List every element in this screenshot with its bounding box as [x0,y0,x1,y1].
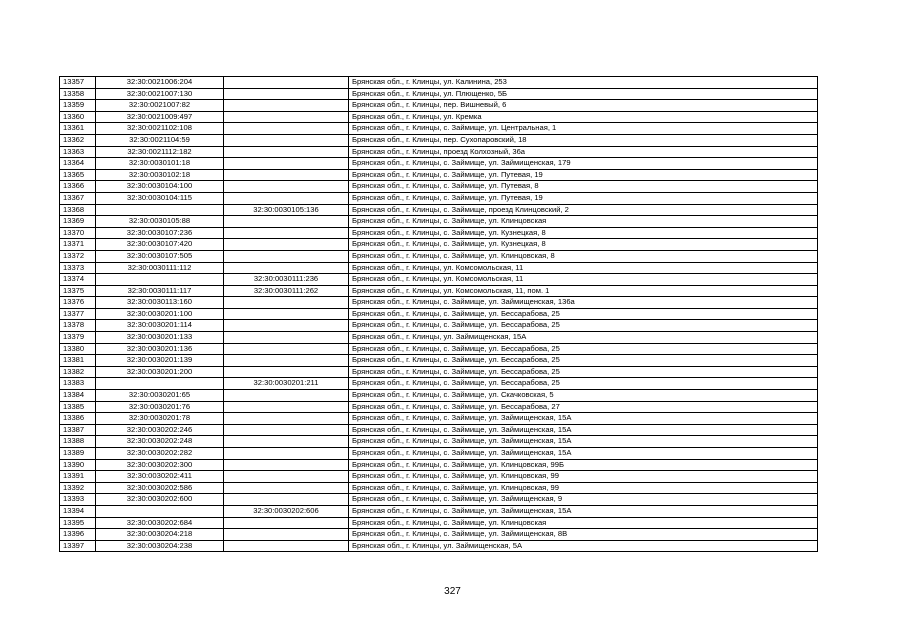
table-row [60,459,818,471]
parent-cadastral-number-cell [224,88,349,100]
address-cell: Брянская обл., г. Клинцы, с. Займище, ул. Бессарабова, 27 [349,401,818,413]
table-row [60,250,818,262]
parent-cadastral-number-cell [224,123,349,135]
cadastral-number-cell: 32:30:0021007:130 [96,88,224,100]
address-cell: Брянская обл., г. Клинцы, с. Займище, ул. Бессарабова, 25 [349,378,818,390]
parent-cadastral-number-cell [224,540,349,552]
record-number-cell: 13394 [60,505,96,517]
parent-cadastral-number-cell: 32:30:0030105:136 [224,204,349,216]
parent-cadastral-number-cell [224,424,349,436]
table-row [60,192,818,204]
address-cell: Брянская обл., г. Клинцы, ул. Кремка [349,111,818,123]
cadastral-number-cell: 32:30:0030107:236 [96,227,224,239]
parent-cadastral-number-cell [224,146,349,158]
parent-cadastral-number-cell [224,262,349,274]
parent-cadastral-number-cell [224,343,349,355]
address-cell: Брянская обл., г. Клинцы, ул. Плющенко, 5Б [349,88,818,100]
record-number-cell: 13362 [60,134,96,146]
cadastral-number-cell: 32:30:0030101:18 [96,158,224,170]
record-number-cell: 13360 [60,111,96,123]
parent-cadastral-number-cell [224,494,349,506]
address-cell: Брянская обл., г. Клинцы, с. Займище, ул. Клинцовская, 99 [349,471,818,483]
cadastral-number-cell: 32:30:0030201:200 [96,366,224,378]
table-row [60,332,818,344]
record-number-cell: 13370 [60,227,96,239]
table-row [60,308,818,320]
address-cell: Брянская обл., г. Клинцы, с. Займище, ул. Путевая, 8 [349,181,818,193]
record-number-cell: 13388 [60,436,96,448]
parent-cadastral-number-cell [224,413,349,425]
table-row [60,378,818,390]
record-number-cell: 13393 [60,494,96,506]
parent-cadastral-number-cell [224,297,349,309]
cadastral-number-cell: 32:30:0030105:88 [96,216,224,228]
cadastral-number-cell: 32:30:0030202:300 [96,459,224,471]
address-cell: Брянская обл., г. Клинцы, ул. Комсомольская, 11 [349,262,818,274]
record-number-cell: 13381 [60,355,96,367]
record-number-cell: 13383 [60,378,96,390]
address-cell: Брянская обл., г. Клинцы, с. Займище, ул. Займищенская, 9 [349,494,818,506]
address-cell: Брянская обл., г. Клинцы, с. Займище, ул. Займищенская, 136а [349,297,818,309]
table-row [60,413,818,425]
table-row [60,181,818,193]
record-number-cell: 13371 [60,239,96,251]
parent-cadastral-number-cell [224,216,349,228]
cadastral-number-cell: 32:30:0021102:108 [96,123,224,135]
table-row [60,505,818,517]
record-number-cell: 13377 [60,308,96,320]
record-number-cell: 13369 [60,216,96,228]
table-row [60,297,818,309]
address-cell: Брянская обл., г. Клинцы, с. Займище, ул. Кузнецкая, 8 [349,227,818,239]
address-cell: Брянская обл., г. Клинцы, с. Займище, ул. Займищенская, 15А [349,424,818,436]
address-cell: Брянская обл., г. Клинцы, с. Займище, ул. Бессарабова, 25 [349,366,818,378]
record-number-cell: 13368 [60,204,96,216]
record-number-cell: 13389 [60,448,96,460]
cadastral-number-cell: 32:30:0030113:160 [96,297,224,309]
table-row [60,262,818,274]
record-number-cell: 13359 [60,100,96,112]
cadastral-number-cell: 32:30:0030202:600 [96,494,224,506]
address-cell: Брянская обл., г. Клинцы, ул. Займищенская, 5А [349,540,818,552]
address-cell: Брянская обл., г. Клинцы, с. Займище, ул. Кузнецкая, 8 [349,239,818,251]
address-cell: Брянская обл., г. Клинцы, с. Займище, ул. Скачковская, 5 [349,390,818,402]
address-cell: Брянская обл., г. Клинцы, с. Займище, ул. Бессарабова, 25 [349,320,818,332]
parent-cadastral-number-cell [224,366,349,378]
parent-cadastral-number-cell [224,471,349,483]
record-number-cell: 13379 [60,332,96,344]
record-number-cell: 13397 [60,540,96,552]
record-number-cell: 13365 [60,169,96,181]
table-row [60,529,818,541]
parent-cadastral-number-cell [224,448,349,460]
table-row [60,285,818,297]
cadastral-number-cell: 32:30:0030111:112 [96,262,224,274]
table-row [60,540,818,552]
table-row [60,227,818,239]
record-number-cell: 13380 [60,343,96,355]
address-cell: Брянская обл., г. Клинцы, ул. Комсомольская, 11, пом. 1 [349,285,818,297]
table-row [60,274,818,286]
table-row [60,146,818,158]
parent-cadastral-number-cell [224,77,349,89]
parent-cadastral-number-cell [224,134,349,146]
parent-cadastral-number-cell [224,401,349,413]
table-row [60,482,818,494]
cadastral-number-cell: 32:30:0021007:82 [96,100,224,112]
cadastral-number-cell: 32:30:0030201:100 [96,308,224,320]
parent-cadastral-number-cell [224,169,349,181]
registry-table [59,76,818,552]
cadastral-number-cell: 32:30:0030202:411 [96,471,224,483]
page-number: 327 [444,586,461,597]
cadastral-number-cell: 32:30:0030201:114 [96,320,224,332]
address-cell: Брянская обл., г. Клинцы, с. Займище, ул. Клинцовская [349,216,818,228]
record-number-cell: 13374 [60,274,96,286]
record-number-cell: 13357 [60,77,96,89]
address-cell: Брянская обл., г. Клинцы, с. Займище, ул. Бессарабова, 25 [349,308,818,320]
table-row [60,517,818,529]
parent-cadastral-number-cell [224,517,349,529]
table-row [60,355,818,367]
record-number-cell: 13373 [60,262,96,274]
address-cell: Брянская обл., г. Клинцы, пер. Сухопаровский, 18 [349,134,818,146]
cadastral-number-cell: 32:30:0030202:248 [96,436,224,448]
record-number-cell: 13358 [60,88,96,100]
address-cell: Брянская обл., г. Клинцы, ул. Комсомольская, 11 [349,274,818,286]
cadastral-number-cell: 32:30:0030202:586 [96,482,224,494]
cadastral-number-cell: 32:30:0030102:18 [96,169,224,181]
record-number-cell: 13392 [60,482,96,494]
cadastral-number-cell: 32:30:0030202:246 [96,424,224,436]
cadastral-number-cell: 32:30:0021104:59 [96,134,224,146]
parent-cadastral-number-cell [224,482,349,494]
cadastral-number-cell: 32:30:0030104:115 [96,192,224,204]
address-cell: Брянская обл., г. Клинцы, ул. Калинина, 253 [349,77,818,89]
parent-cadastral-number-cell [224,100,349,112]
parent-cadastral-number-cell: 32:30:0030111:262 [224,285,349,297]
cadastral-number-cell [96,274,224,286]
parent-cadastral-number-cell [224,181,349,193]
table-row [60,88,818,100]
table-row [60,123,818,135]
address-cell: Брянская обл., г. Клинцы, с. Займище, ул. Клинцовская, 99Б [349,459,818,471]
address-cell: Брянская обл., г. Клинцы, с. Займище, ул. Займищенская, 15А [349,448,818,460]
cadastral-number-cell: 32:30:0030201:136 [96,343,224,355]
cadastral-number-cell: 32:30:0030111:117 [96,285,224,297]
cadastral-number-cell: 32:30:0030107:505 [96,250,224,262]
cadastral-number-cell: 32:30:0030201:139 [96,355,224,367]
record-number-cell: 13366 [60,181,96,193]
record-number-cell: 13395 [60,517,96,529]
address-cell: Брянская обл., г. Клинцы, с. Займище, ул. Займищенская, 15А [349,436,818,448]
table-row [60,239,818,251]
parent-cadastral-number-cell [224,390,349,402]
table-row [60,158,818,170]
record-number-cell: 13375 [60,285,96,297]
parent-cadastral-number-cell [224,239,349,251]
cadastral-number-cell: 32:30:0030202:282 [96,448,224,460]
address-cell: Брянская обл., г. Клинцы, с. Займище, ул. Клинцовская, 8 [349,250,818,262]
record-number-cell: 13376 [60,297,96,309]
address-cell: Брянская обл., г. Клинцы, с. Займище, ул. Займищенская, 179 [349,158,818,170]
record-number-cell: 13378 [60,320,96,332]
table-row [60,169,818,181]
record-number-cell: 13372 [60,250,96,262]
address-cell: Брянская обл., г. Клинцы, с. Займище, ул. Бессарабова, 25 [349,355,818,367]
parent-cadastral-number-cell [224,355,349,367]
table-row [60,204,818,216]
cadastral-number-cell: 32:30:0021006:204 [96,77,224,89]
cadastral-number-cell: 32:30:0030201:78 [96,413,224,425]
parent-cadastral-number-cell [224,192,349,204]
cadastral-number-cell: 32:30:0030201:65 [96,390,224,402]
table-row [60,424,818,436]
table-row [60,134,818,146]
parent-cadastral-number-cell [224,308,349,320]
table-row [60,343,818,355]
table-row [60,216,818,228]
address-cell: Брянская обл., г. Клинцы, с. Займище, ул. Займищенская, 15А [349,413,818,425]
address-cell: Брянская обл., г. Клинцы, с. Займище, ул. Центральная, 1 [349,123,818,135]
cadastral-number-cell: 32:30:0030201:76 [96,401,224,413]
address-cell: Брянская обл., г. Клинцы, с. Займище, ул. Клинцовская [349,517,818,529]
parent-cadastral-number-cell [224,227,349,239]
address-cell: Брянская обл., г. Клинцы, ул. Займищенская, 15А [349,332,818,344]
cadastral-number-cell: 32:30:0030201:133 [96,332,224,344]
table-row [60,366,818,378]
cadastral-number-cell: 32:30:0021112:182 [96,146,224,158]
record-number-cell: 13390 [60,459,96,471]
record-number-cell: 13361 [60,123,96,135]
registry-table-body [60,77,818,552]
address-cell: Брянская обл., г. Клинцы, с. Займище, ул. Путевая, 19 [349,169,818,181]
address-cell: Брянская обл., г. Клинцы, с. Займище, проезд Клинцовский, 2 [349,204,818,216]
address-cell: Брянская обл., г. Клинцы, с. Займище, ул. Бессарабова, 25 [349,343,818,355]
address-cell: Брянская обл., г. Клинцы, с. Займище, ул. Клинцовская, 99 [349,482,818,494]
parent-cadastral-number-cell [224,529,349,541]
parent-cadastral-number-cell [224,250,349,262]
parent-cadastral-number-cell: 32:30:0030202:606 [224,505,349,517]
cadastral-number-cell: 32:30:0030202:684 [96,517,224,529]
address-cell: Брянская обл., г. Клинцы, с. Займище, ул. Путевая, 19 [349,192,818,204]
record-number-cell: 13367 [60,192,96,204]
record-number-cell: 13386 [60,413,96,425]
parent-cadastral-number-cell [224,320,349,332]
record-number-cell: 13396 [60,529,96,541]
cadastral-number-cell [96,505,224,517]
cadastral-number-cell [96,204,224,216]
table-row [60,111,818,123]
parent-cadastral-number-cell [224,332,349,344]
record-number-cell: 13364 [60,158,96,170]
table-row [60,436,818,448]
cadastral-number-cell: 32:30:0030204:238 [96,540,224,552]
record-number-cell: 13382 [60,366,96,378]
record-number-cell: 13385 [60,401,96,413]
parent-cadastral-number-cell [224,436,349,448]
table-row [60,401,818,413]
table-row [60,448,818,460]
address-cell: Брянская обл., г. Клинцы, проезд Колхозный, 36а [349,146,818,158]
record-number-cell: 13387 [60,424,96,436]
record-number-cell: 13363 [60,146,96,158]
record-number-cell: 13391 [60,471,96,483]
table-row [60,320,818,332]
table-row [60,390,818,402]
address-cell: Брянская обл., г. Клинцы, с. Займище, ул. Займищенская, 15А [349,505,818,517]
parent-cadastral-number-cell [224,158,349,170]
address-cell: Брянская обл., г. Клинцы, пер. Вишневый, 6 [349,100,818,112]
record-number-cell: 13384 [60,390,96,402]
table-row [60,471,818,483]
parent-cadastral-number-cell: 32:30:0030111:236 [224,274,349,286]
parent-cadastral-number-cell: 32:30:0030201:211 [224,378,349,390]
table-row [60,494,818,506]
table-row [60,77,818,89]
cadastral-number-cell: 32:30:0021009:497 [96,111,224,123]
parent-cadastral-number-cell [224,459,349,471]
cadastral-number-cell: 32:30:0030104:100 [96,181,224,193]
cadastral-number-cell [96,378,224,390]
parent-cadastral-number-cell [224,111,349,123]
cadastral-number-cell: 32:30:0030107:420 [96,239,224,251]
address-cell: Брянская обл., г. Клинцы, с. Займище, ул. Займищенская, 8В [349,529,818,541]
table-row [60,100,818,112]
cadastral-number-cell: 32:30:0030204:218 [96,529,224,541]
